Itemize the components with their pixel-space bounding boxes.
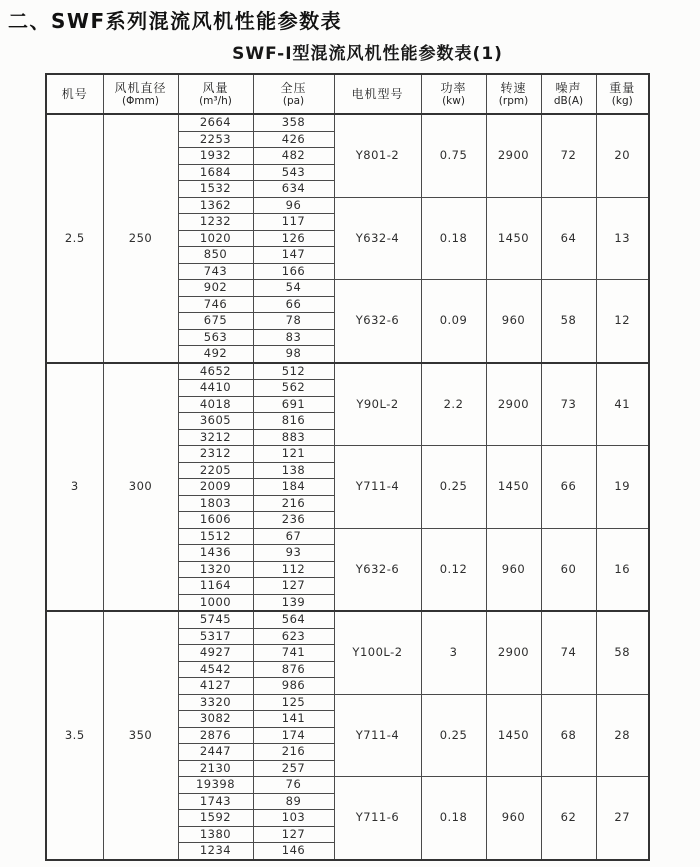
cell-pressure: 125 bbox=[253, 694, 334, 711]
cell-pressure: 112 bbox=[253, 561, 334, 578]
col-header-weight: 重量 (kg) bbox=[596, 74, 649, 114]
cell-speed: 2900 bbox=[486, 611, 541, 694]
cell-pressure: 76 bbox=[253, 777, 334, 794]
cell-airflow: 5317 bbox=[178, 628, 253, 645]
header-row bbox=[46, 74, 649, 114]
cell-motor-model: Y100L-2 bbox=[334, 611, 421, 694]
table-header bbox=[46, 74, 649, 114]
cell-motor-model: Y711-4 bbox=[334, 694, 421, 777]
cell-airflow: 4127 bbox=[178, 678, 253, 695]
cell-pressure: 166 bbox=[253, 263, 334, 280]
fan-performance-table bbox=[45, 73, 650, 861]
cell-pressure: 358 bbox=[253, 114, 334, 131]
cell-fan-size: 3.5 bbox=[46, 611, 103, 860]
cell-diameter: 250 bbox=[103, 114, 178, 363]
cell-noise: 60 bbox=[541, 528, 596, 611]
cell-airflow: 1803 bbox=[178, 495, 253, 512]
table-row bbox=[46, 363, 649, 380]
cell-airflow: 2876 bbox=[178, 727, 253, 744]
cell-airflow: 2130 bbox=[178, 760, 253, 777]
cell-airflow: 850 bbox=[178, 247, 253, 264]
cell-motor-model: Y711-4 bbox=[334, 446, 421, 529]
col-header-speed: 转速 (rpm) bbox=[486, 74, 541, 114]
cell-airflow: 1164 bbox=[178, 578, 253, 595]
col-header-noise: 噪声 dB(A) bbox=[541, 74, 596, 114]
page-title: 二、SWF系列混流风机性能参数表 bbox=[8, 9, 343, 33]
cell-airflow: 5745 bbox=[178, 611, 253, 628]
cell-weight: 13 bbox=[596, 197, 649, 280]
cell-pressure: 147 bbox=[253, 247, 334, 264]
cell-airflow: 1743 bbox=[178, 793, 253, 810]
cell-pressure: 126 bbox=[253, 230, 334, 247]
cell-pressure: 146 bbox=[253, 843, 334, 860]
cell-pressure: 562 bbox=[253, 380, 334, 397]
cell-pressure: 67 bbox=[253, 528, 334, 545]
cell-power: 0.25 bbox=[421, 446, 486, 529]
cell-speed: 1450 bbox=[486, 446, 541, 529]
cell-noise: 66 bbox=[541, 446, 596, 529]
col-header-motor-model: 电机型号 bbox=[334, 74, 421, 114]
cell-airflow: 2664 bbox=[178, 114, 253, 131]
cell-weight: 58 bbox=[596, 611, 649, 694]
cell-airflow: 4018 bbox=[178, 396, 253, 413]
cell-pressure: 986 bbox=[253, 678, 334, 695]
cell-motor-model: Y90L-2 bbox=[334, 363, 421, 446]
cell-power: 0.12 bbox=[421, 528, 486, 611]
cell-noise: 64 bbox=[541, 197, 596, 280]
cell-airflow: 2447 bbox=[178, 744, 253, 761]
cell-motor-model: Y801-2 bbox=[334, 114, 421, 197]
cell-weight: 20 bbox=[596, 114, 649, 197]
cell-pressure: 691 bbox=[253, 396, 334, 413]
cell-airflow: 4542 bbox=[178, 661, 253, 678]
cell-pressure: 482 bbox=[253, 148, 334, 165]
cell-noise: 62 bbox=[541, 777, 596, 860]
cell-airflow: 1606 bbox=[178, 512, 253, 529]
cell-airflow: 1232 bbox=[178, 214, 253, 231]
cell-fan-size: 2.5 bbox=[46, 114, 103, 363]
cell-pressure: 138 bbox=[253, 462, 334, 479]
cell-airflow: 1436 bbox=[178, 545, 253, 562]
cell-power: 0.18 bbox=[421, 777, 486, 860]
cell-pressure: 512 bbox=[253, 363, 334, 380]
cell-diameter: 350 bbox=[103, 611, 178, 860]
cell-pressure: 816 bbox=[253, 413, 334, 430]
cell-airflow: 3082 bbox=[178, 711, 253, 728]
cell-airflow: 3605 bbox=[178, 413, 253, 430]
cell-power: 0.75 bbox=[421, 114, 486, 197]
cell-airflow: 2312 bbox=[178, 446, 253, 463]
cell-pressure: 66 bbox=[253, 296, 334, 313]
cell-weight: 27 bbox=[596, 777, 649, 860]
cell-weight: 41 bbox=[596, 363, 649, 446]
cell-pressure: 103 bbox=[253, 810, 334, 827]
col-header-airflow: 风量 (m³/h) bbox=[178, 74, 253, 114]
cell-pressure: 634 bbox=[253, 181, 334, 198]
cell-pressure: 184 bbox=[253, 479, 334, 496]
cell-pressure: 127 bbox=[253, 578, 334, 595]
cell-pressure: 883 bbox=[253, 429, 334, 446]
col-header-power: 功率 (kw) bbox=[421, 74, 486, 114]
cell-airflow: 1000 bbox=[178, 594, 253, 611]
cell-airflow: 492 bbox=[178, 346, 253, 363]
table-row bbox=[46, 611, 649, 628]
cell-pressure: 127 bbox=[253, 826, 334, 843]
cell-speed: 2900 bbox=[486, 363, 541, 446]
cell-airflow: 563 bbox=[178, 329, 253, 346]
cell-weight: 12 bbox=[596, 280, 649, 363]
cell-motor-model: Y632-6 bbox=[334, 528, 421, 611]
cell-airflow: 1592 bbox=[178, 810, 253, 827]
cell-power: 0.25 bbox=[421, 694, 486, 777]
cell-power: 2.2 bbox=[421, 363, 486, 446]
cell-airflow: 3212 bbox=[178, 429, 253, 446]
cell-pressure: 623 bbox=[253, 628, 334, 645]
cell-airflow: 675 bbox=[178, 313, 253, 330]
cell-pressure: 93 bbox=[253, 545, 334, 562]
cell-airflow: 4410 bbox=[178, 380, 253, 397]
cell-pressure: 426 bbox=[253, 131, 334, 148]
cell-airflow: 1020 bbox=[178, 230, 253, 247]
cell-pressure: 78 bbox=[253, 313, 334, 330]
fan-table-body bbox=[46, 114, 649, 860]
cell-pressure: 876 bbox=[253, 661, 334, 678]
cell-airflow: 1512 bbox=[178, 528, 253, 545]
cell-speed: 960 bbox=[486, 280, 541, 363]
cell-pressure: 83 bbox=[253, 329, 334, 346]
cell-diameter: 300 bbox=[103, 363, 178, 612]
cell-pressure: 121 bbox=[253, 446, 334, 463]
cell-motor-model: Y711-6 bbox=[334, 777, 421, 860]
cell-airflow: 1320 bbox=[178, 561, 253, 578]
cell-pressure: 741 bbox=[253, 645, 334, 662]
cell-power: 0.09 bbox=[421, 280, 486, 363]
cell-pressure: 216 bbox=[253, 744, 334, 761]
col-header-fan-size: 机号 bbox=[46, 74, 103, 114]
cell-pressure: 96 bbox=[253, 197, 334, 214]
cell-speed: 2900 bbox=[486, 114, 541, 197]
cell-airflow: 2009 bbox=[178, 479, 253, 496]
cell-noise: 68 bbox=[541, 694, 596, 777]
cell-weight: 19 bbox=[596, 446, 649, 529]
cell-pressure: 543 bbox=[253, 164, 334, 181]
col-header-diameter: 风机直径 (Φmm) bbox=[103, 74, 178, 114]
cell-airflow: 2253 bbox=[178, 131, 253, 148]
cell-speed: 960 bbox=[486, 777, 541, 860]
cell-pressure: 216 bbox=[253, 495, 334, 512]
cell-pressure: 141 bbox=[253, 711, 334, 728]
table-subtitle: SWF-I型混流风机性能参数表(1) bbox=[232, 44, 503, 64]
cell-weight: 16 bbox=[596, 528, 649, 611]
cell-noise: 72 bbox=[541, 114, 596, 197]
cell-weight: 28 bbox=[596, 694, 649, 777]
cell-noise: 74 bbox=[541, 611, 596, 694]
cell-motor-model: Y632-4 bbox=[334, 197, 421, 280]
cell-pressure: 54 bbox=[253, 280, 334, 297]
cell-airflow: 1234 bbox=[178, 843, 253, 860]
cell-pressure: 564 bbox=[253, 611, 334, 628]
cell-power: 0.18 bbox=[421, 197, 486, 280]
cell-fan-size: 3 bbox=[46, 363, 103, 612]
cell-pressure: 174 bbox=[253, 727, 334, 744]
table-row bbox=[46, 114, 649, 131]
col-header-pressure: 全压 (pa) bbox=[253, 74, 334, 114]
cell-noise: 58 bbox=[541, 280, 596, 363]
cell-airflow: 19398 bbox=[178, 777, 253, 794]
cell-pressure: 257 bbox=[253, 760, 334, 777]
cell-airflow: 902 bbox=[178, 280, 253, 297]
cell-airflow: 3320 bbox=[178, 694, 253, 711]
cell-airflow: 1684 bbox=[178, 164, 253, 181]
cell-pressure: 98 bbox=[253, 346, 334, 363]
cell-airflow: 1932 bbox=[178, 148, 253, 165]
cell-noise: 73 bbox=[541, 363, 596, 446]
cell-airflow: 1362 bbox=[178, 197, 253, 214]
cell-pressure: 139 bbox=[253, 594, 334, 611]
cell-airflow: 1532 bbox=[178, 181, 253, 198]
cell-airflow: 4927 bbox=[178, 645, 253, 662]
cell-speed: 1450 bbox=[486, 197, 541, 280]
cell-pressure: 236 bbox=[253, 512, 334, 529]
cell-motor-model: Y632-6 bbox=[334, 280, 421, 363]
cell-pressure: 89 bbox=[253, 793, 334, 810]
cell-speed: 960 bbox=[486, 528, 541, 611]
cell-airflow: 1380 bbox=[178, 826, 253, 843]
cell-power: 3 bbox=[421, 611, 486, 694]
cell-pressure: 117 bbox=[253, 214, 334, 231]
cell-airflow: 746 bbox=[178, 296, 253, 313]
cell-airflow: 2205 bbox=[178, 462, 253, 479]
cell-speed: 1450 bbox=[486, 694, 541, 777]
cell-airflow: 743 bbox=[178, 263, 253, 280]
cell-airflow: 4652 bbox=[178, 363, 253, 380]
